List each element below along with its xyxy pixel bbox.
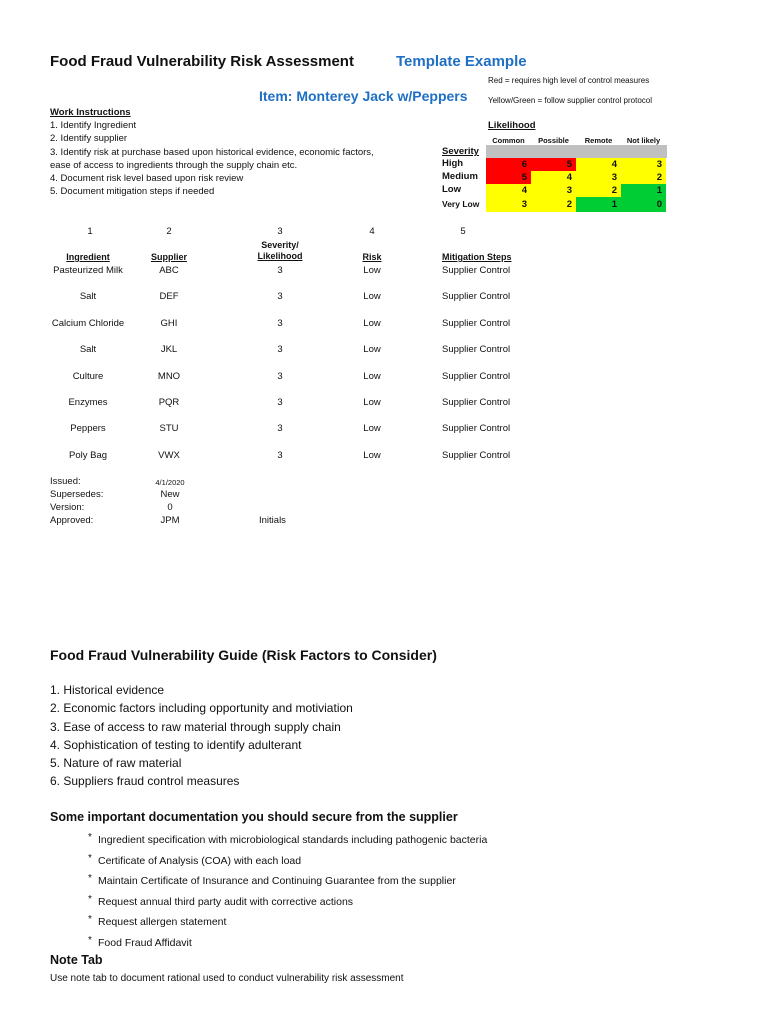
bullet-star-icon: * [88,914,92,925]
risk-cell: Low [363,265,381,276]
severity-cell: 3 [277,423,283,434]
documentation-title: Some important documentation you should secure from the supplier [50,810,458,824]
bullet-star-icon: * [88,873,92,884]
ingredient-cell: Poly Bag [68,450,108,461]
matrix-cell: 0 [621,197,666,212]
ingredient-cell: Salt [79,291,97,302]
documentation-item: * Certificate of Analysis (COA) with each load [88,850,487,871]
guide-item: 5. Nature of raw material [50,756,182,771]
documentation-item: * Request annual third party audit with corrective actions [88,891,487,912]
matrix-col-remote: Remote [584,136,613,145]
documentation-item: * Food Fraud Affidavit [88,932,487,953]
matrix-cell: 2 [576,184,621,197]
matrix-cell: 4 [531,171,576,184]
ingredient-cell: Enzymes [68,397,108,408]
approved-value: JPM [160,515,180,526]
guide-item: 3. Ease of access to raw material through supply chain [50,719,341,734]
severity-label: Severity [442,146,479,157]
risk-cell: Low [363,397,381,408]
matrix-row-high: High [442,158,464,169]
supplier-cell: MNO [157,371,181,382]
ingredient-cell: Peppers [70,423,106,434]
severity-cell: 3 [277,450,283,461]
severity-cell: 3 [277,344,283,355]
supplier-cell: ABC [159,265,179,276]
matrix-row-very-low: Very Low [442,199,480,209]
guide-item: 1. Historical evidence [50,683,165,697]
bullet-star-icon: * [88,832,92,843]
risk-cell: Low [363,291,381,302]
mitigation-cell: Supplier Control [442,291,511,302]
matrix-cell: 3 [531,184,576,197]
guide-item: 6. Suppliers fraud control measures [50,774,240,789]
matrix-cell: 5 [531,158,576,171]
header-ingredient: Ingredient [66,252,110,262]
matrix-col-possible: Possible [538,136,569,145]
matrix-cell: 6 [486,158,531,171]
risk-cell: Low [363,344,381,355]
work-instruction-line: 5. Document mitigation steps if needed [50,186,215,198]
severity-cell: 3 [277,318,283,329]
matrix-cell: 4 [576,158,621,171]
matrix-cell: 4 [486,184,531,197]
supplier-cell: STU [159,423,179,434]
supplier-cell: GHI [160,318,178,329]
guide-title: Food Fraud Vulnerability Guide (Risk Factors to Consider) [50,647,437,663]
supplier-cell: PQR [158,397,180,408]
note-tab-title: Note Tab [50,953,103,967]
legend-red: Red = requires high level of control measures [488,76,650,85]
col-number: 1 [87,226,93,237]
bullet-star-icon: * [88,893,92,905]
matrix-cell: 2 [621,171,666,184]
matrix-row-low: Low [442,184,461,195]
work-instructions-heading: Work Instructions [50,107,131,118]
work-instruction-line: 3. Identify risk at purchase based upon historical evidence, economic factors, [50,146,374,158]
supplier-cell: DEF [159,291,179,302]
matrix-cell: 3 [621,158,666,171]
mitigation-cell: Supplier Control [442,450,511,461]
severity-cell: 3 [277,291,283,302]
guide-item: 4. Sophistication of testing to identify adulterant [50,737,302,752]
supplier-cell: JKL [160,344,178,355]
header-risk: Risk [362,252,382,262]
documentation-item: * Ingredient specification with microbiological standards including pathogenic bacteria [88,829,487,850]
mitigation-cell: Supplier Control [442,397,511,408]
ingredient-cell: Calcium Chloride [51,318,125,329]
matrix-cell: 1 [576,197,621,212]
matrix-cell: 3 [576,171,621,184]
risk-cell: Low [363,450,381,461]
version-label: Version: [50,502,85,513]
matrix-cell: 1 [621,184,666,197]
col-number: 2 [166,226,172,237]
mitigation-cell: Supplier Control [442,265,511,276]
guide-item: 2. Economic factors including opportunity and motiviation [50,701,353,716]
matrix-row-medium: Medium [442,171,478,182]
version-value: 0 [167,502,173,513]
work-instruction-line: 4. Document risk level based upon risk review [50,173,244,185]
matrix-cell: 5 [486,171,531,184]
header-mitigation: Mitigation Steps [442,252,512,262]
supersedes-value: New [160,489,180,500]
issued-label: Issued: [50,476,81,487]
mitigation-cell: Supplier Control [442,423,511,434]
severity-cell: 3 [277,265,283,276]
documentation-item: * Maintain Certificate of Insurance and Continuing Guarantee from the supplier [88,870,487,891]
work-instructions [50,106,374,198]
supersedes-label: Supersedes: [50,489,104,500]
mitigation-cell: Supplier Control [442,318,511,329]
mitigation-cell: Supplier Control [442,371,511,382]
ingredient-cell: Salt [79,344,97,355]
issued-value: 4/1/2020 [155,478,185,487]
risk-cell: Low [363,318,381,329]
risk-cell: Low [363,371,381,382]
col-number: 5 [460,226,466,237]
work-instruction-line: 2. Identify supplier [50,133,128,145]
template-label: Template Example [396,53,527,70]
work-instruction-line: 1. Identify Ingredient [50,120,137,132]
ingredient-cell: Pasteurized Milk [53,265,123,276]
likelihood-label: Likelihood [488,120,536,131]
bullet-star-icon: * [88,934,92,946]
mitigation-cell: Supplier Control [442,344,511,355]
guide-list [50,681,353,791]
page-title: Food Fraud Vulnerability Risk Assessment [50,53,354,70]
col-number: 4 [369,226,375,237]
severity-cell: 3 [277,371,283,382]
matrix-col-common: Common [492,136,525,145]
bullet-star-icon: * [88,852,92,864]
documentation-item: * Request allergen statement [88,911,487,932]
severity-cell: 3 [277,397,283,408]
initials-label: Initials [259,515,286,526]
supplier-cell: VWX [158,450,180,461]
item-name: Item: Monterey Jack w/Peppers [259,88,468,104]
work-instruction-line: ease of access to ingredients through the supply chain etc. [50,159,298,171]
header-severity-likelihood: Severity/ Likelihood [257,240,303,261]
documentation-list [88,829,487,952]
ingredient-cell: Culture [72,371,104,382]
matrix-col-not-likely: Not likely [626,136,661,145]
matrix-cell: 2 [531,197,576,212]
matrix-header-bar [486,145,667,158]
approved-label: Approved: [50,515,94,526]
matrix-cell: 3 [486,197,531,212]
note-tab-text: Use note tab to document rational used to conduct vulnerability risk assessment [50,973,404,984]
col-number: 3 [277,226,283,237]
legend-yellow-green: Yellow/Green = follow supplier control protocol [488,96,653,105]
risk-cell: Low [363,423,381,434]
header-supplier: Supplier [150,252,187,262]
